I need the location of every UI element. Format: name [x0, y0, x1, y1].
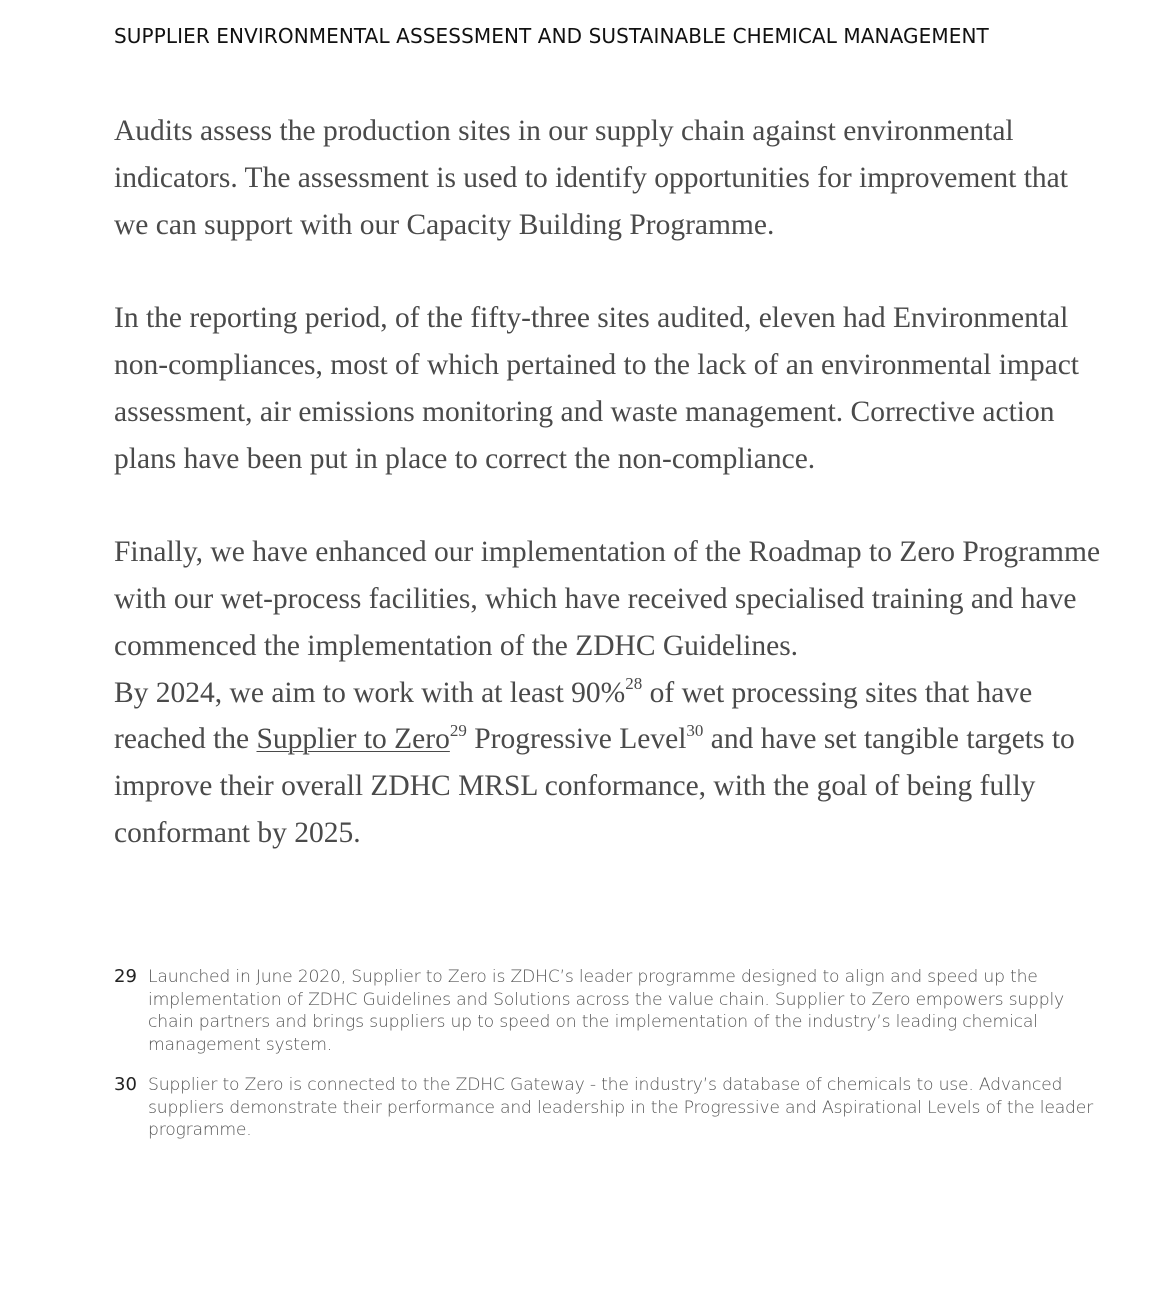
targets-text-2: of wet processing sites that have reached the: [114, 676, 1033, 756]
footnote-29: [114, 966, 1099, 1056]
footnote-text: Launched in June 2020, Supplier to Zero is ZDHC’s leader programme designed to align and speed up the implementation of ZDHC Guidelines and Solutions across the value chain. Supplier to Zero empowers supply chain partners and brings suppliers up to speed on the implementation of the industry’s leading chemical management system.: [148, 967, 1065, 1055]
footnote-30: [114, 1074, 1099, 1142]
targets-text-4: and have set tangible targets to improve their overall ZDHC MRSL conformance, with the goal of being fully conformant by 2025.: [114, 723, 1075, 849]
paragraph-targets: [114, 670, 1104, 857]
supplier-to-zero-link[interactable]: Supplier to Zero: [256, 723, 450, 756]
footnote-ref-28[interactable]: 28: [625, 673, 643, 693]
paragraph-audits: Audits assess the production sites in our supply chain against environmental indicators. The assessment is used to identify opportunities for improvement that we can support with our Capacity Building Programme.: [114, 115, 1068, 241]
footnote-number: 30: [114, 1074, 137, 1095]
footnote-ref-29[interactable]: 29: [449, 720, 467, 740]
section-header: SUPPLIER ENVIRONMENTAL ASSESSMENT AND SUSTAINABLE CHEMICAL MANAGEMENT: [114, 24, 989, 48]
footnote-number: 29: [114, 966, 137, 987]
paragraph-spacer: [114, 482, 1104, 529]
targets-text-3: Progressive Level: [466, 723, 687, 756]
paragraph-spacer: [114, 248, 1104, 295]
targets-text-1: By 2024, we aim to work with at least 90%: [114, 676, 626, 709]
paragraph-roadmap: Finally, we have enhanced our implementation of the Roadmap to Zero Programme with our wet-process facilities, which have received specialised training and have commenced the implementation of the ZDHC Guidelines.: [114, 536, 1101, 662]
paragraph-reporting-period: In the reporting period, of the fifty-three sites audited, eleven had Environmental non-compliances, most of which pertained to the lack of an environmental impact assessment, air emissions monitoring and waste management. Corrective action plans have been put in place to correct the non-compliance.: [114, 302, 1080, 475]
body-text: [114, 108, 1104, 857]
footnotes: [114, 966, 1099, 1160]
footnote-text: Supplier to Zero is connected to the ZDHC Gateway - the industry’s database of chemicals to use. Advanced suppliers demonstrate their performance and leadership in the Progressive and Aspirational Levels of the leader programme.: [148, 1075, 1094, 1140]
footnote-ref-30[interactable]: 30: [686, 720, 704, 740]
